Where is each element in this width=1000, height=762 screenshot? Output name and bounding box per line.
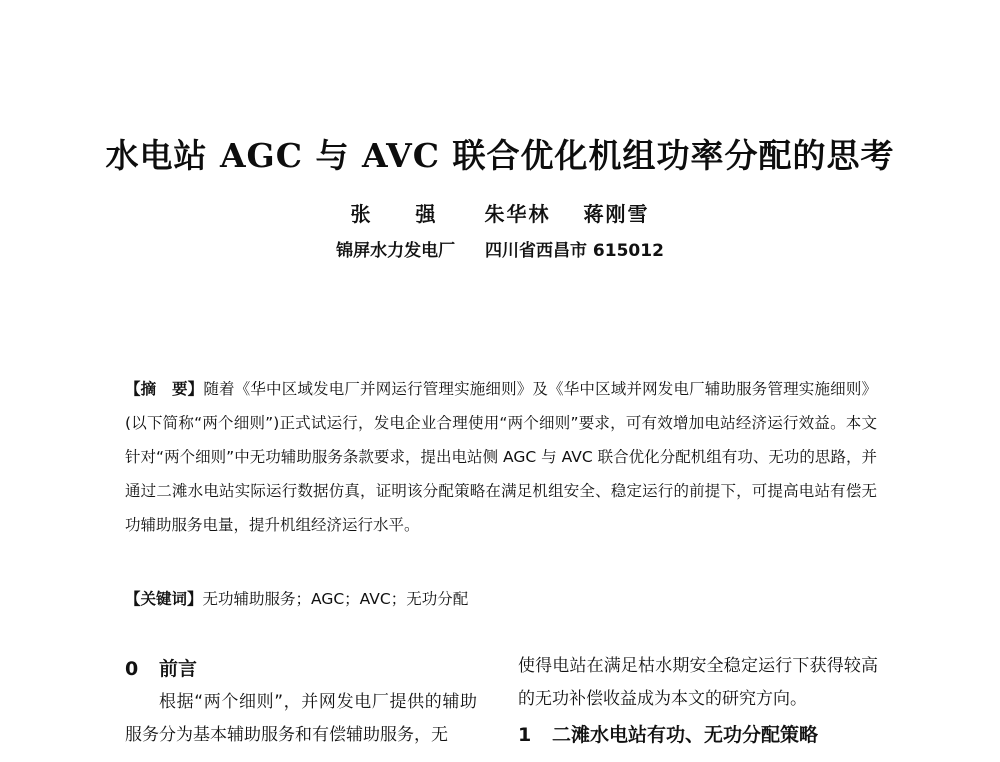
section-number: 0 — [125, 658, 139, 680]
left-column — [125, 652, 477, 752]
affiliation-address: 四川省西昌市 615012 — [485, 241, 664, 261]
keywords-text: 无功辅助服务；AGC；AVC；无功分配 — [202, 590, 469, 608]
paper-title: 水电站 AGC 与 AVC 联合优化机组功率分配的思考 — [105, 136, 895, 175]
author-name: 朱华林 — [484, 202, 551, 226]
author-name: 蒋刚雪 — [583, 202, 650, 226]
section-number: 1 — [518, 724, 532, 746]
abstract-tag: 【摘 要】 — [125, 380, 204, 398]
right-column — [518, 650, 878, 752]
section-title: 前言 — [159, 658, 198, 680]
right-column-paragraph: 使得电站在满足枯水期安全稳定运行下获得较高的无功补偿收益成为本文的研究方向。 — [518, 656, 878, 709]
abstract-text: 随着《华中区域发电厂并网运行管理实施细则》及《华中区域并网发电厂辅助服务管理实施细则》(以下简称“两个细则”)正式试运行，发电企业合理使用“两个细则”要求，可有效增加电站经济运行效益。本文针对“两个细则”中无功辅助服务条款要求，提出电站侧 AGC 与 AVC 联合优化分配机组有功、无功的思路，并通过二滩水电站实际运行数据仿真，证明该分配策略在满足机组安全、稳定运行的前提下，可提高电站有偿无功辅助服务电量，提升机组经济运行水平。 — [125, 380, 877, 534]
author-list — [0, 198, 1000, 227]
section-title: 二滩水电站有功、无功分配策略 — [552, 724, 819, 746]
affiliation — [0, 236, 1000, 261]
keywords-tag: 【关键词】 — [125, 590, 203, 608]
affiliation-org: 锦屏水力发电厂 — [336, 241, 456, 261]
author-name: 张 强 — [350, 202, 452, 226]
section-heading-0 — [125, 652, 477, 686]
section-0-paragraph: 根据“两个细则”，并网发电厂提供的辅助服务分为基本辅助服务和有偿辅助服务，无 — [125, 692, 477, 745]
abstract — [125, 372, 877, 542]
keywords — [125, 584, 877, 614]
section-heading-1 — [518, 718, 878, 752]
